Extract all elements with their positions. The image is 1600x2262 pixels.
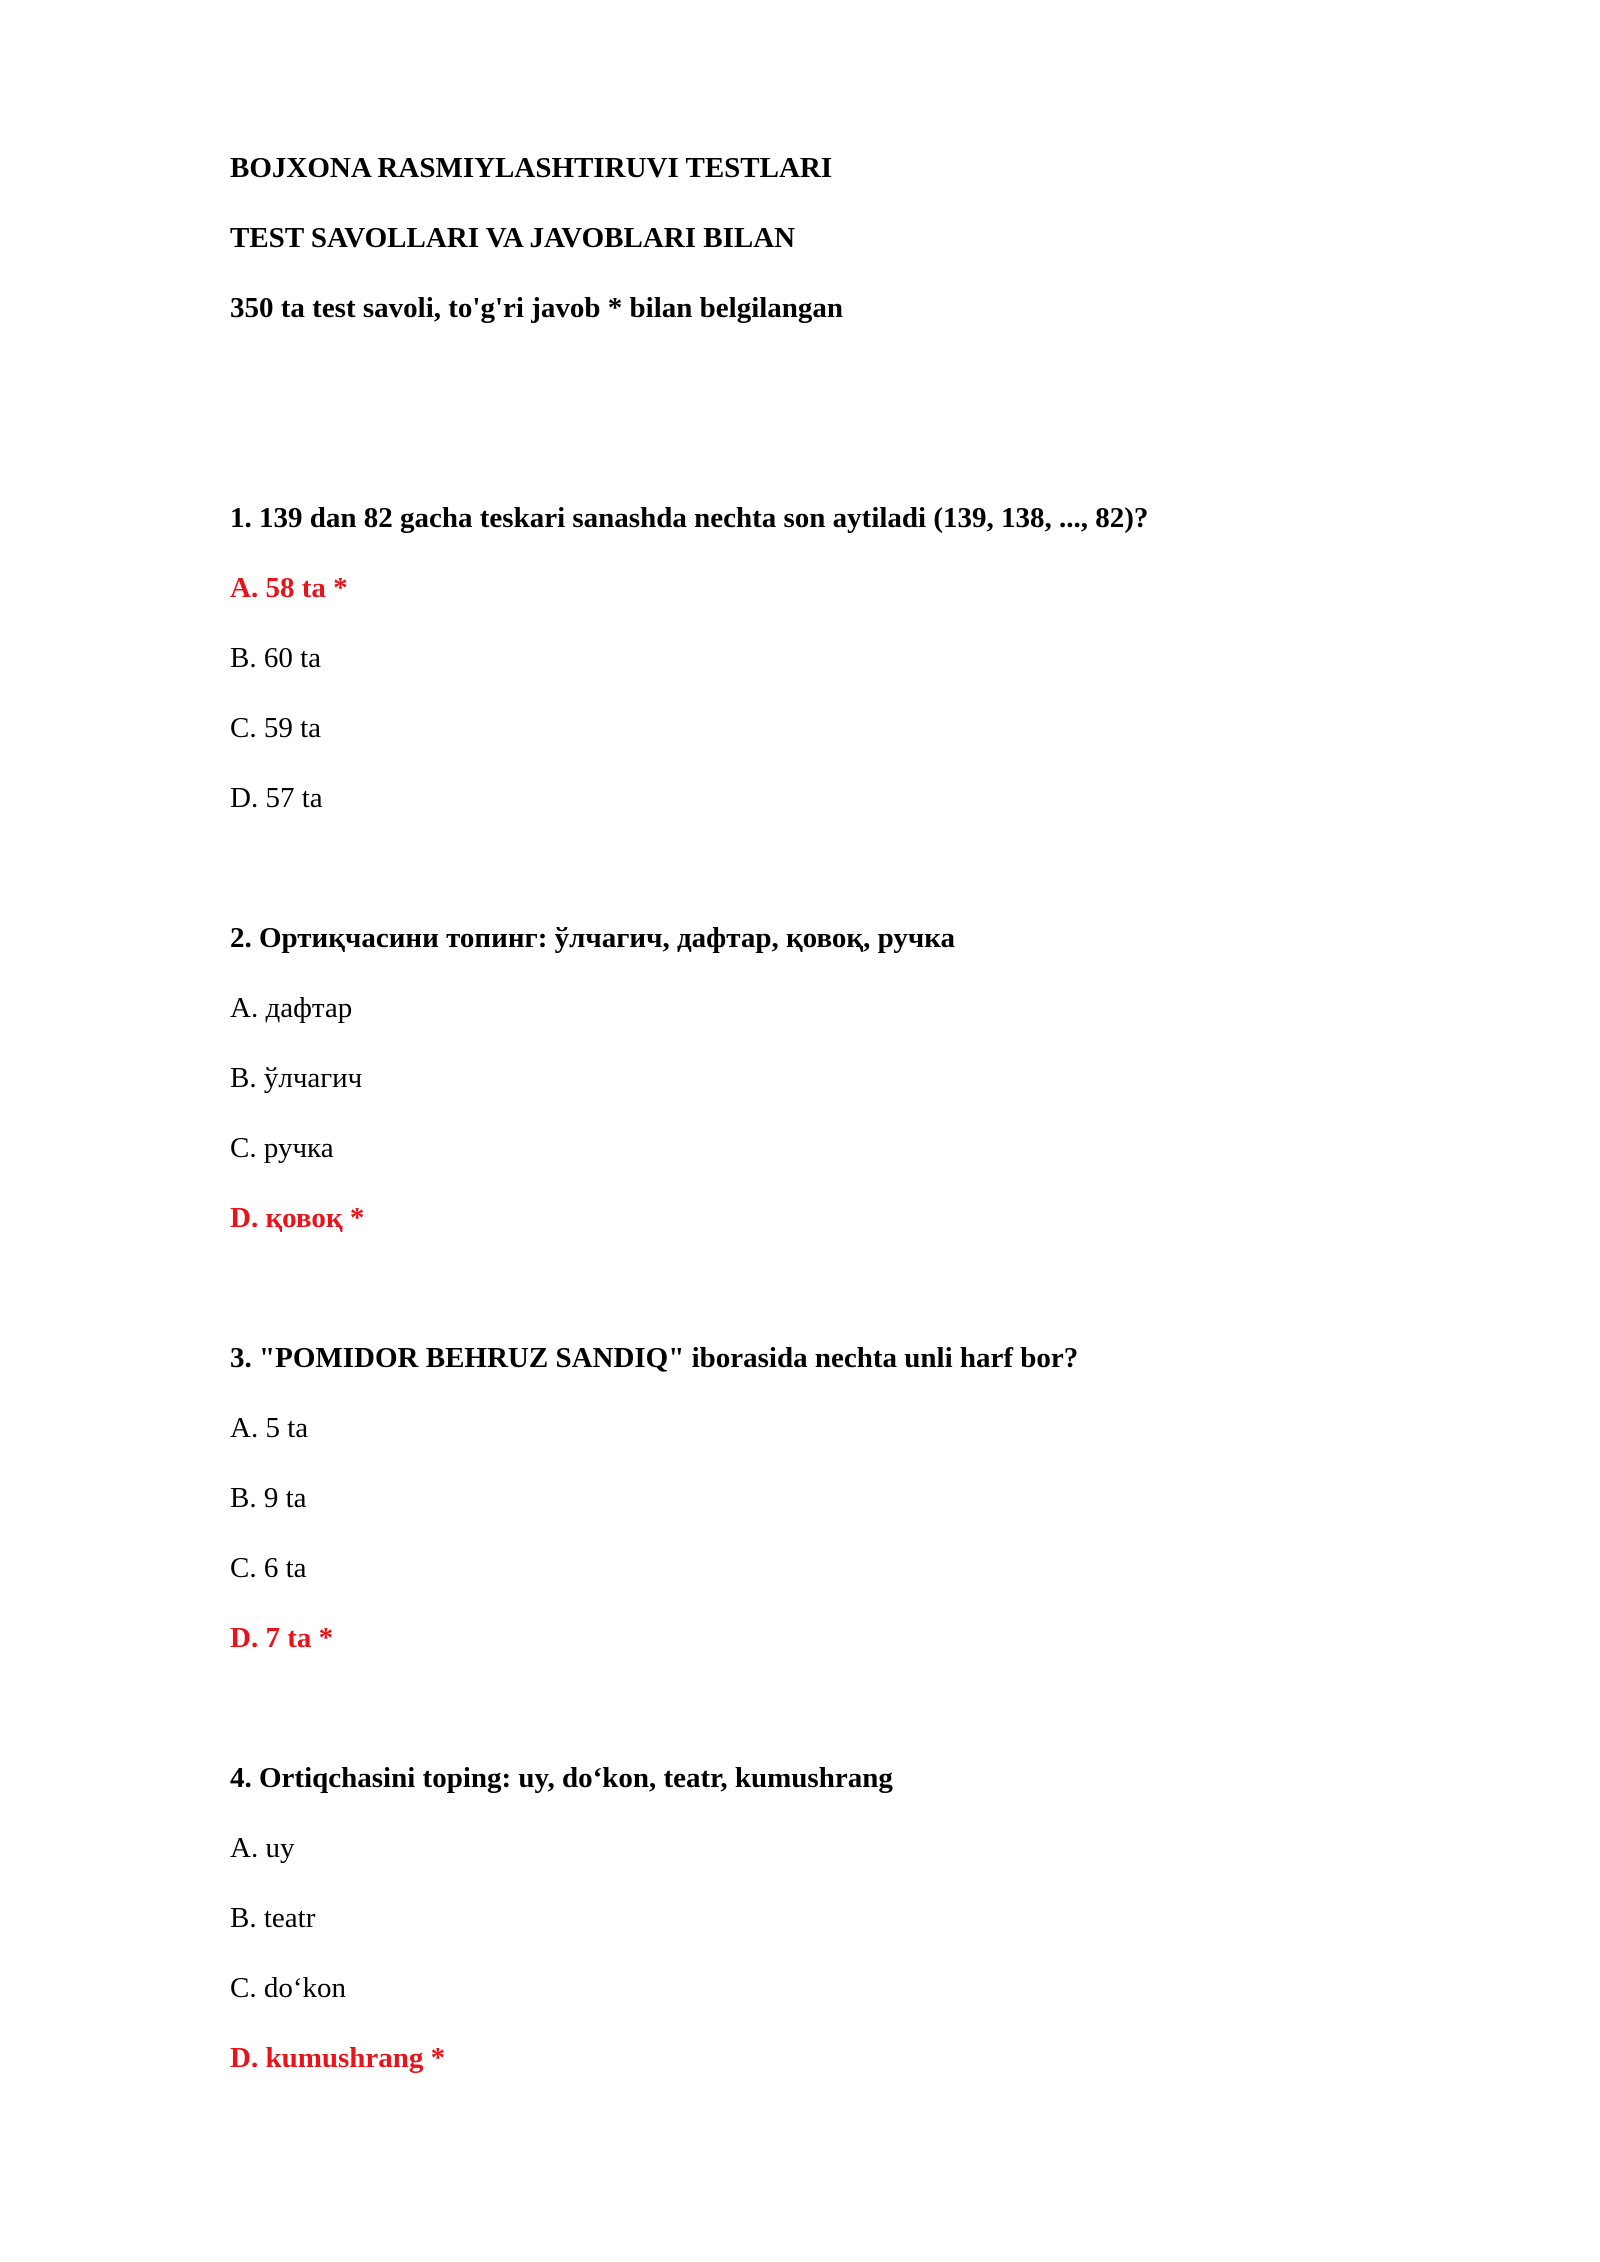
question-text: 4. Ortiqchasini toping: uy, do‘kon, teatr, kumushrang (230, 1762, 893, 1794)
answer-option: B. 9 ta (230, 1482, 307, 1514)
question-spacer (230, 1236, 1470, 1340)
header-spacer (230, 326, 1470, 500)
question-spacer (230, 816, 1470, 920)
question-block-3 (230, 1340, 1470, 1656)
answer-option: C. 59 ta (230, 712, 322, 744)
question-block-1 (230, 500, 1470, 816)
answer-option-correct: D. 7 ta * (230, 1622, 334, 1654)
question-text: 2. Ортиқчасини топинг: ўлчагич, дафтар, қовоқ, ручка (230, 922, 955, 954)
answer-option: B. teatr (230, 1902, 316, 1934)
answer-option-correct: D. қовоқ * (230, 1202, 365, 1234)
document-subtitle: TEST SAVOLLARI VA JAVOBLARI BILAN (230, 222, 796, 254)
document-page (230, 150, 1470, 2076)
answer-option: A. 5 ta (230, 1412, 309, 1444)
question-block-2 (230, 920, 1470, 1236)
question-text: 3. "POMIDOR BEHRUZ SANDIQ" iborasida nechta unli harf bor? (230, 1342, 1079, 1374)
answer-option: A. uy (230, 1832, 295, 1864)
answer-option: B. 60 ta (230, 642, 322, 674)
question-text: 1. 139 dan 82 gacha teskari sanashda nechta son aytiladi (139, 138, ..., 82)? (230, 502, 1149, 534)
answer-option-correct: D. kumushrang * (230, 2042, 446, 2074)
answer-option: B. ўлчагич (230, 1062, 363, 1094)
question-spacer (230, 1656, 1470, 1760)
answer-option: C. 6 ta (230, 1552, 307, 1584)
answer-option: C. ручка (230, 1132, 334, 1164)
document-note: 350 ta test savoli, to'g'ri javob * bilan belgilangan (230, 292, 844, 324)
document-title: BOJXONA RASMIYLASHTIRUVI TESTLARI (230, 152, 833, 184)
question-block-4 (230, 1760, 1470, 2076)
answer-option: D. 57 ta (230, 782, 323, 814)
answer-option-correct: A. 58 ta * (230, 572, 348, 604)
answer-option: C. do‘kon (230, 1972, 346, 2004)
answer-option: A. дафтар (230, 992, 353, 1024)
